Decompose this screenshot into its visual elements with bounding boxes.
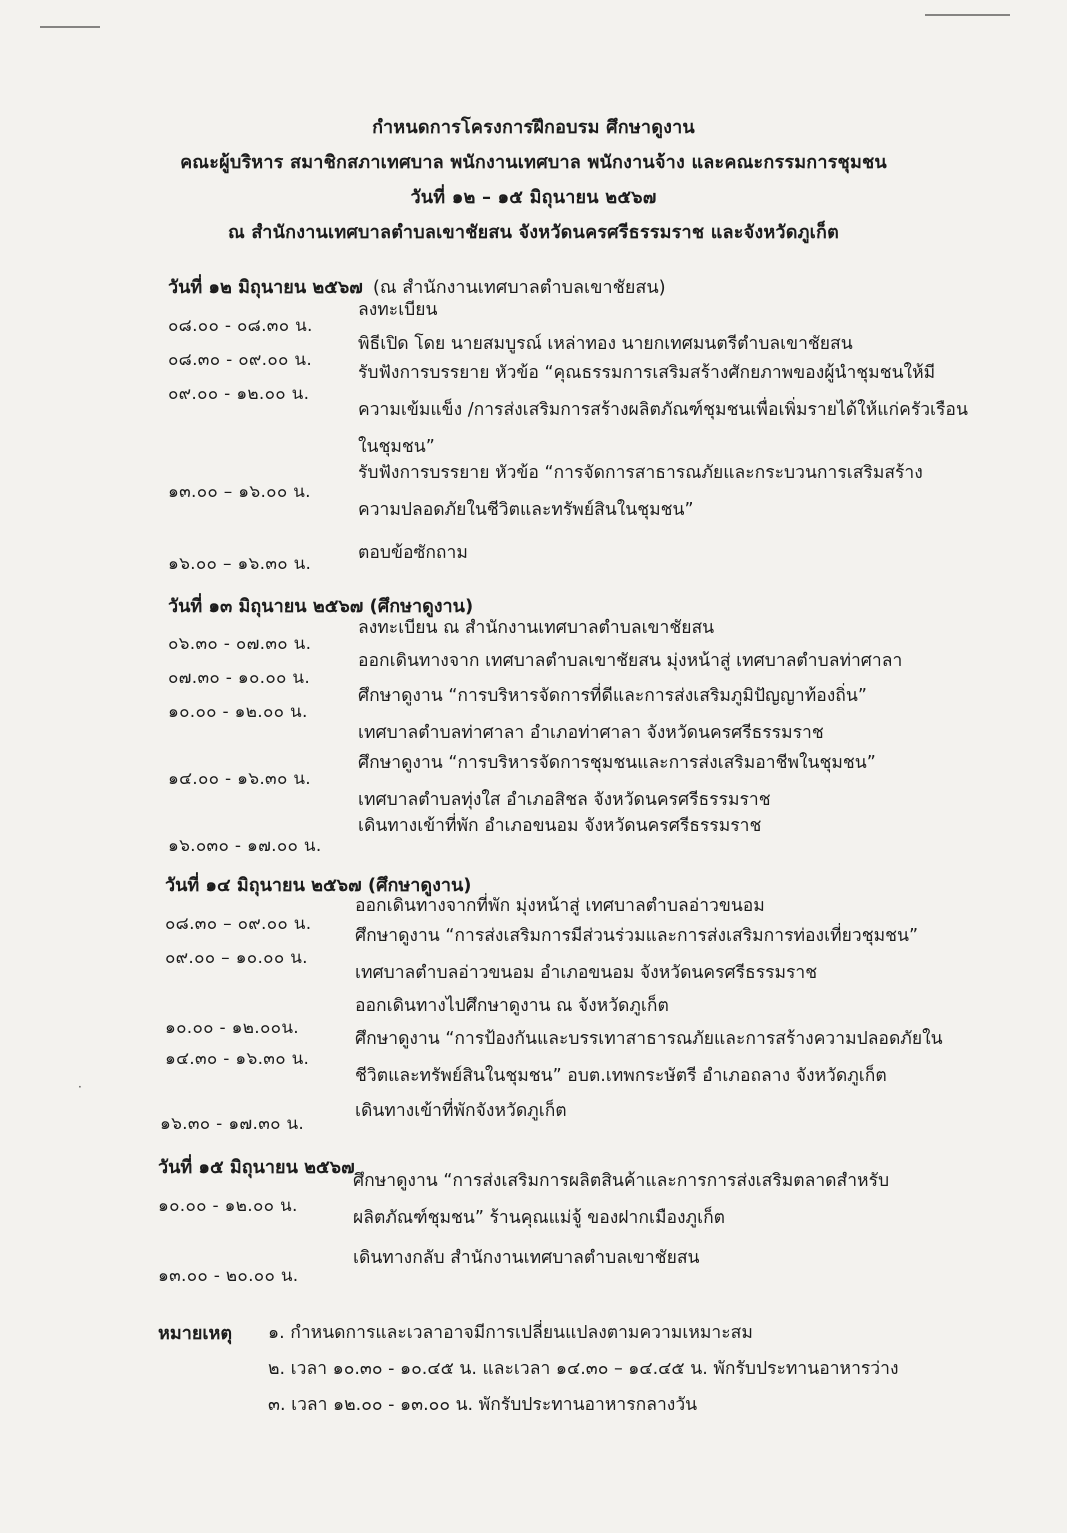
schedule-activity: ตอบข้อซักถาม (358, 543, 468, 563)
day-title: วันที่ ๑๒ มิถุนายน ๒๕๖๗ (168, 277, 363, 298)
schedule-activity: ศึกษาดูงาน “การส่งเสริมการมีส่วนร่วมและการส่งเสริมการท่องเที่ยวชุมชน” เทศบาลตำบลอ่าวขนอม อำเภอขนอม จังหวัดนครศรีธรรมราช (355, 926, 919, 983)
schedule-activity: ศึกษาดูงาน “การบริหารจัดการที่ดีและการส่งเสริมภูมิปัญญาท้องถิ่น” เทศบาลตำบลท่าศาลา อำเภอท่าศาลา จังหวัดนครศรีธรรมราช (358, 686, 867, 743)
day-title: วันที่ ๑๔ มิถุนายน ๒๕๖๗ (ศึกษาดูงาน) (165, 875, 472, 896)
schedule-activity: ออกเดินทางจากที่พัก มุ่งหน้าสู่ เทศบาลตำบลอ่าวขนอม (355, 896, 765, 916)
remark-item: ๒. เวลา ๑๐.๓๐ - ๑๐.๔๕ น. และเวลา ๑๔.๓๐ – ๑๔.๔๕ น. พักรับประทานอาหารว่าง (268, 1359, 899, 1379)
header-dates: วันที่ ๑๒ – ๑๕ มิถุนายน ๒๕๖๗ (410, 187, 657, 208)
schedule-activity: ลงทะเบียน (358, 300, 438, 320)
schedule-activity: เดินทางกลับ สำนักงานเทศบาลตำบลเขาชัยสน (353, 1248, 700, 1268)
schedule-time: ๐๙.๐๐ – ๑๐.๐๐ น. (165, 948, 308, 968)
schedule-activity: ศึกษาดูงาน “การส่งเสริมการผลิตสินค้าและการการส่งเสริมตลาดสำหรับ ผลิตภัณฑ์ชุมชน” ร้านคุณแม่จู้ ของฝากเมืองภูเก็ต (353, 1171, 890, 1228)
schedule-activity: ออกเดินทางจาก เทศบาลตำบลเขาชัยสน มุ่งหน้าสู่ เทศบาลตำบลท่าศาลา (358, 651, 903, 671)
schedule-activity: ศึกษาดูงาน “การบริหารจัดการชุมชนและการส่งเสริมอาชีพในชุมชน” เทศบาลตำบลทุ่งใส อำเภอสิชล จังหวัดนครศรีธรรมราช (358, 753, 876, 810)
schedule-activity: พิธีเปิด โดย นายสมบูรณ์ เหล่าทอง นายกเทศมนตรีตำบลเขาชัยสน (358, 334, 853, 354)
remarks-label: หมายเหตุ (158, 1323, 233, 1344)
schedule-activity: ลงทะเบียน ณ สำนักงานเทศบาลตำบลเขาชัยสน (358, 618, 715, 638)
schedule-time: ๐๗.๓๐ - ๑๐.๐๐ น. (168, 668, 311, 688)
day-note: (ณ สำนักงานเทศบาลตำบลเขาชัยสน) (372, 277, 666, 298)
scan-mark-left (40, 26, 100, 28)
header-location: ณ สำนักงานเทศบาลตำบลเขาชัยสน จังหวัดนครศรีธรรมราช และจังหวัดภูเก็ต (227, 222, 840, 243)
remark-item: ๑. กำหนดการและเวลาอาจมีการเปลี่ยนแปลงตามความเหมาะสม (268, 1323, 753, 1343)
schedule-activity: เดินทางเข้าที่พักจังหวัดภูเก็ต (355, 1101, 567, 1121)
schedule-time: ๑๐.๐๐ - ๑๒.๐๐น. (165, 1018, 299, 1038)
schedule-time: ๑๖.๓๐ - ๑๗.๓๐ น. (160, 1114, 305, 1134)
schedule-time: ๑๓.๐๐ - ๒๐.๐๐ น. (158, 1266, 299, 1286)
schedule-time: ๑๔.๐๐ - ๑๖.๓๐ น. (168, 769, 311, 789)
schedule-activity: ศึกษาดูงาน “การป้องกันและบรรเทาสาธารณภัยและการสร้างความปลอดภัยใน ชีวิตและทรัพย์สินในชุมชน” อบต.เทพกระษัตรี อำเภอถลาง จังหวัดภูเก็ต (355, 1029, 943, 1086)
day-heading (158, 1152, 355, 1181)
schedule-time: ๐๙.๐๐ - ๑๒.๐๐ น. (168, 384, 310, 404)
document-header (0, 110, 1067, 250)
schedule-time: ๑๖.๐๐ – ๑๖.๓๐ น. (168, 554, 312, 574)
schedule-time: ๑๐.๐๐ - ๑๒.๐๐ น. (168, 702, 308, 722)
schedule-time: ๐๘.๓๐ – ๐๙.๐๐ น. (165, 914, 312, 934)
schedule-time: ๐๘.๓๐ - ๐๙.๐๐ น. (168, 350, 313, 370)
schedule-time: ๑๔.๓๐ - ๑๖.๓๐ น. (165, 1049, 310, 1069)
header-title: กำหนดการโครงการฝึกอบรม ศึกษาดูงาน (372, 117, 695, 138)
day-title: วันที่ ๑๓ มิถุนายน ๒๕๖๗ (ศึกษาดูงาน) (168, 596, 474, 617)
schedule-time: ๐๖.๓๐ - ๐๗.๓๐ น. (168, 634, 312, 654)
remark-item: ๓. เวลา ๑๒.๐๐ - ๑๓.๐๐ น. พักรับประทานอาหารกลางวัน (268, 1395, 698, 1415)
schedule-activity: ออกเดินทางไปศึกษาดูงาน ณ จังหวัดภูเก็ต (355, 996, 669, 1016)
schedule-activity: รับฟังการบรรยาย หัวข้อ “คุณธรรมการเสริมสร้างศักยภาพของผู้นำชุมชนให้มี ความเข้มแข็ง /การส่งเสริมการสร้างผลิตภัณฑ์ชุมชนเพื่อเพิ่มรายได้ให้แก่ครัวเรือน ในชุมชน” (358, 363, 968, 457)
schedule-time: ๑๖.๐๓๐ - ๑๗.๐๐ น. (168, 836, 322, 856)
schedule-time: ๑๓.๐๐ – ๑๖.๐๐ น. (168, 482, 311, 502)
header-participants: คณะผู้บริหาร สมาชิกสภาเทศบาล พนักงานเทศบาล พนักงานจ้าง และคณะกรรมการชุมชน (180, 152, 887, 173)
scan-mark-right (925, 14, 1010, 16)
day-title: วันที่ ๑๕ มิถุนายน ๒๕๖๗ (158, 1157, 355, 1178)
scan-speck: · (78, 1080, 82, 1094)
schedule-time: ๐๘.๐๐ - ๐๘.๓๐ น. (168, 316, 313, 336)
schedule-activity: เดินทางเข้าที่พัก อำเภอขนอม จังหวัดนครศรีธรรมราช (358, 816, 762, 836)
schedule-activity: รับฟังการบรรยาย หัวข้อ “การจัดการสาธารณภัยและกระบวนการเสริมสร้าง ความปลอดภัยในชีวิตและทรัพย์สินในชุมชน” (358, 463, 923, 520)
schedule-time: ๑๐.๐๐ - ๑๒.๐๐ น. (158, 1196, 298, 1216)
